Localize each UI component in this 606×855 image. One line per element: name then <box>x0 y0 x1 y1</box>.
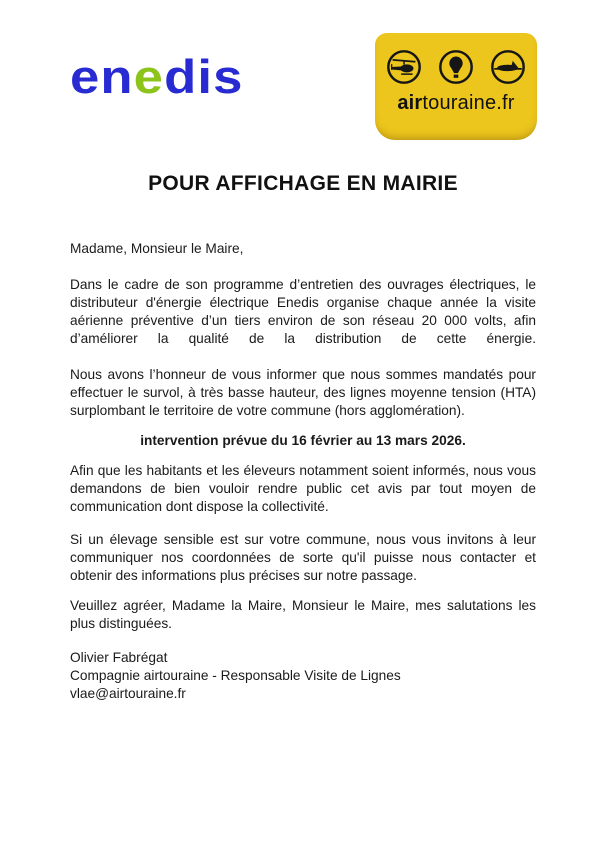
helicopter-icon <box>385 48 423 86</box>
signature-block <box>70 649 536 703</box>
enedis-logo-green-e: e <box>133 50 165 103</box>
page-title: POUR AFFICHAGE EN MAIRIE <box>148 172 458 195</box>
airtouraine-wordmark-air: air <box>397 92 423 114</box>
airtouraine-logo <box>375 33 537 140</box>
letter-body <box>70 240 536 703</box>
enedis-logo-text: en <box>70 50 134 103</box>
signer-name: Olivier Fabrégat <box>70 650 168 665</box>
paragraph-3: Afin que les habitants et les éleveurs notamment soient informés, nous vous demandons de bien vouloir rendre public cet avis par tout moyen de communication dont dispose la collectivité. <box>70 463 536 514</box>
enedis-logo-text-end: dis <box>164 50 244 103</box>
salutation: Madame, Monsieur le Maire, <box>70 241 244 256</box>
signer-email: vlae@airtouraine.fr <box>70 686 186 701</box>
paragraph-1: Dans le cadre de son programme d’entretien des ouvrages électriques, le distributeur d'énergie électrique Enedis organise chaque année la visite aérienne préventive d’un tiers environ de son réseau 20 000 volts, afin d’améliorer la qualité de la distribution de cette énergie. <box>70 277 536 346</box>
paragraph-5: Veuillez agréer, Madame la Maire, Monsieur le Maire, mes salutations les plus distinguées. <box>70 598 536 631</box>
header <box>70 33 537 140</box>
enedis-logo <box>70 50 244 103</box>
signer-role: Compagnie airtouraine - Responsable Visite de Lignes <box>70 668 401 683</box>
paragraph-4: Si un élevage sensible est sur votre commune, nous vous invitons à leur communiquer nos coordonnées de sorte qu'il puisse nous contacter et obtenir des informations plus précises sur notre passage. <box>70 532 536 583</box>
paragraph-2: Nous avons l’honneur de vous informer que nous sommes mandatés pour effectuer le survol, à très basse hauteur, des lignes moyenne tension (HTA) surplombant le territoire de votre commune (hors agglomération). <box>70 367 536 418</box>
airtouraine-wordmark <box>397 93 514 113</box>
intervention-dates-line: intervention prévue du 16 février au 13 mars 2026. <box>140 433 466 448</box>
hot-air-balloon-icon <box>437 48 475 86</box>
airtouraine-wordmark-rest: touraine.fr <box>422 92 515 114</box>
airtouraine-icons-row <box>385 48 527 86</box>
airplane-icon <box>489 48 527 86</box>
